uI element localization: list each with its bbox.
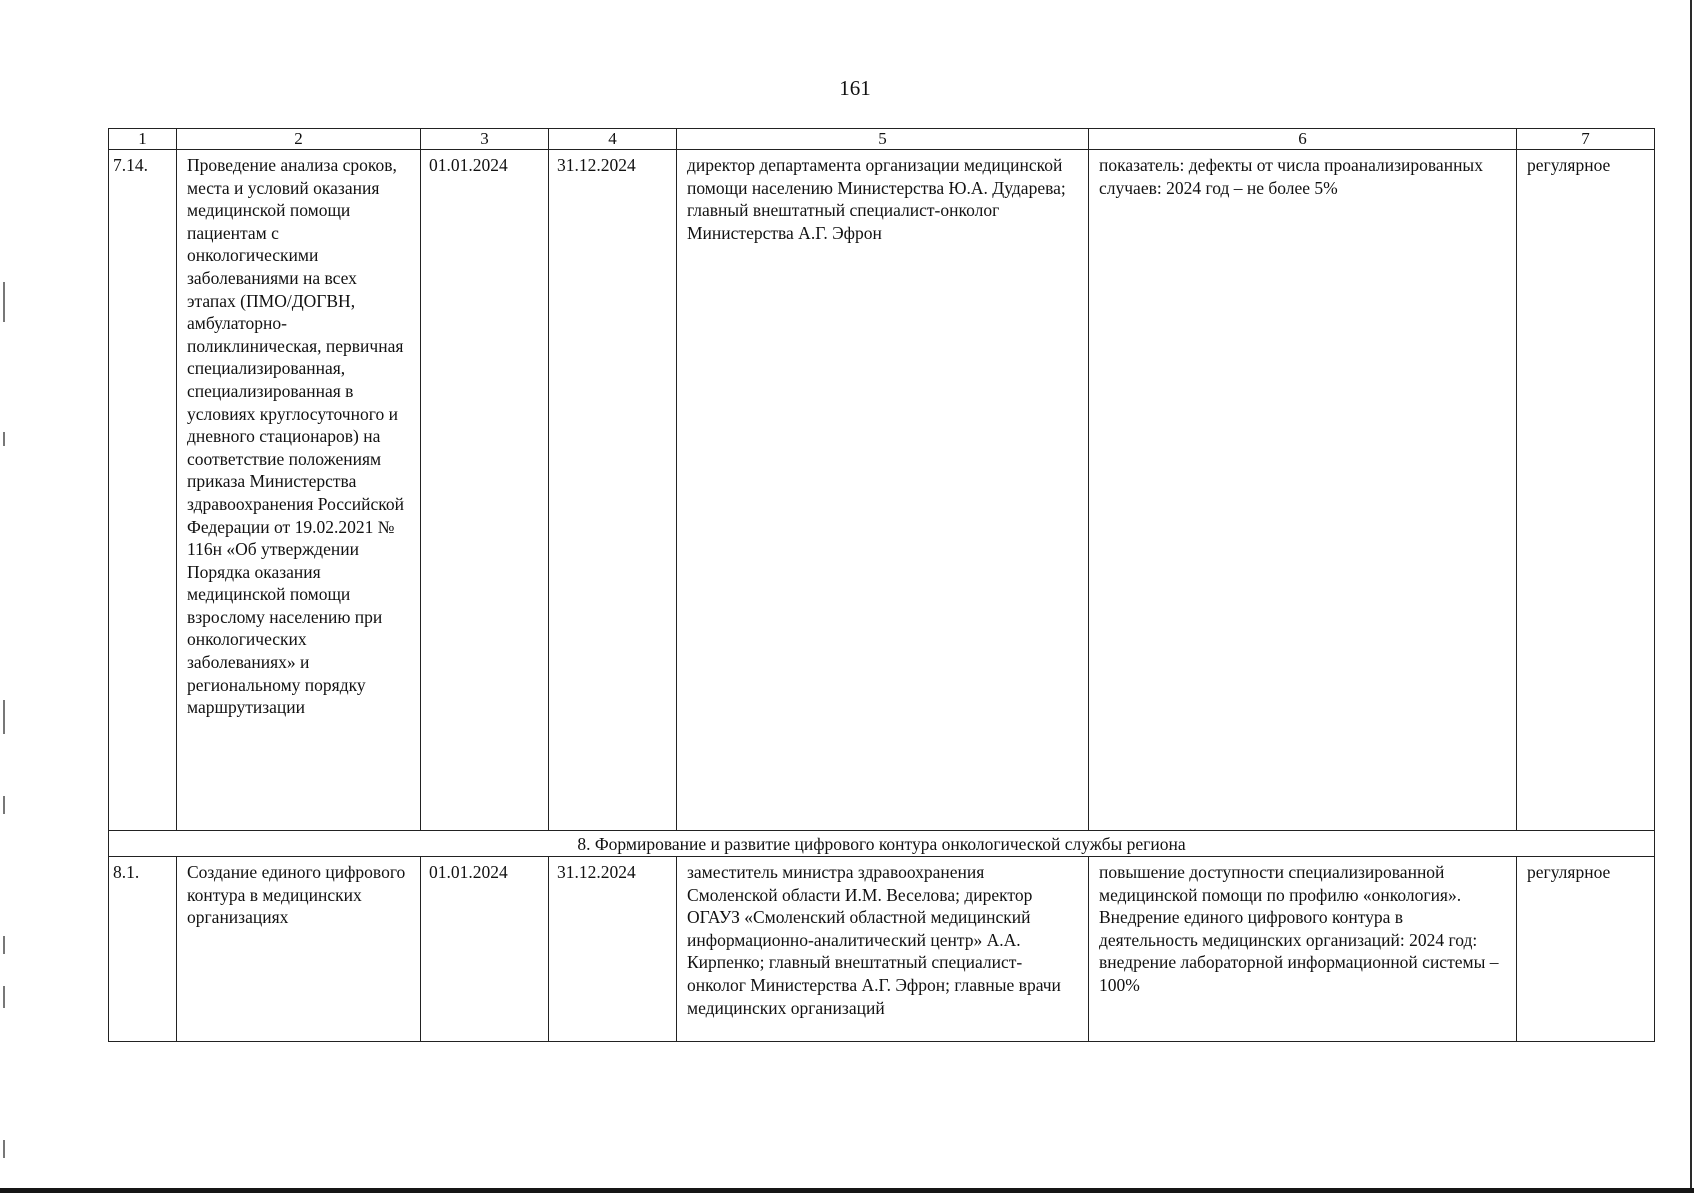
result-cell: показатель: дефекты от числа проанализированных случаев: 2024 год – не более 5% [1089,150,1517,831]
scan-page-edge [1690,0,1692,1192]
scan-margin-mark [3,986,5,1008]
responsible-cell: заместитель министра здравоохранения Смоленской области И.М. Веселова; директор ОГАУЗ «Смоленский областной медицинский информационно-аналитический центр» А.А. Кирпенко; главный внештатный специалист-онколог Министерства А.Г. Эфрон; главные врачи медицинских организаций [677,857,1089,1042]
activity-cell: Создание единого цифрового контура в медицинских организациях [177,857,421,1042]
type-cell: регулярное [1517,150,1655,831]
column-header: 2 [177,129,421,150]
responsible-cell: директор департамента организации медицинской помощи населению Министерства Ю.А. Дударева; главный внештатный специалист-онколог Министерства А.Г. Эфрон [677,150,1089,831]
table-row [109,857,1655,1042]
table-row [109,150,1655,831]
column-header: 1 [109,129,177,150]
column-header: 7 [1517,129,1655,150]
end-date-cell: 31.12.2024 [549,857,677,1042]
start-date-cell: 01.01.2024 [421,150,549,831]
scan-bottom-edge [0,1188,1694,1193]
column-number-header-row [109,129,1655,150]
row-number-cell: 8.1. [109,857,177,1042]
activity-cell: Проведение анализа сроков, места и условий оказания медицинской помощи пациентам с онкологическими заболеваниями на всех этапах (ПМО/ДОГВН, амбулаторно-поликлиническая, первичная специализированная, специализированная в условиях круглосуточного и дневного стационаров) на соответствие положениям приказа Министерства здравоохранения Российской Федерации от 19.02.2021 № 116н «Об утверждении Порядка оказания медицинской помощи взрослому населению при онкологических заболеваниях» и региональному порядку маршрутизации [177,150,421,831]
start-date-cell: 01.01.2024 [421,857,549,1042]
section-heading: 8. Формирование и развитие цифрового контура онкологической службы региона [109,831,1655,857]
action-plan-table [108,128,1655,1042]
scan-margin-mark [3,1140,5,1158]
scan-margin-mark [3,432,5,446]
scan-margin-mark [3,796,5,814]
row-number-cell: 7.14. [109,150,177,831]
end-date-cell: 31.12.2024 [549,150,677,831]
result-cell: повышение доступности специализированной медицинской помощи по профилю «онкология». Внедрение единого цифрового контура в деятельность медицинских организаций: 2024 год: внедрение лабораторной информационной системы – 100% [1089,857,1517,1042]
scan-margin-mark [3,282,5,322]
page-number: 161 [839,76,871,100]
scan-margin-mark [3,936,5,954]
column-header: 5 [677,129,1089,150]
column-header: 6 [1089,129,1517,150]
section-heading-row [109,831,1655,857]
column-header: 4 [549,129,677,150]
column-header: 3 [421,129,549,150]
type-cell: регулярное [1517,857,1655,1042]
scan-margin-mark [3,700,5,734]
